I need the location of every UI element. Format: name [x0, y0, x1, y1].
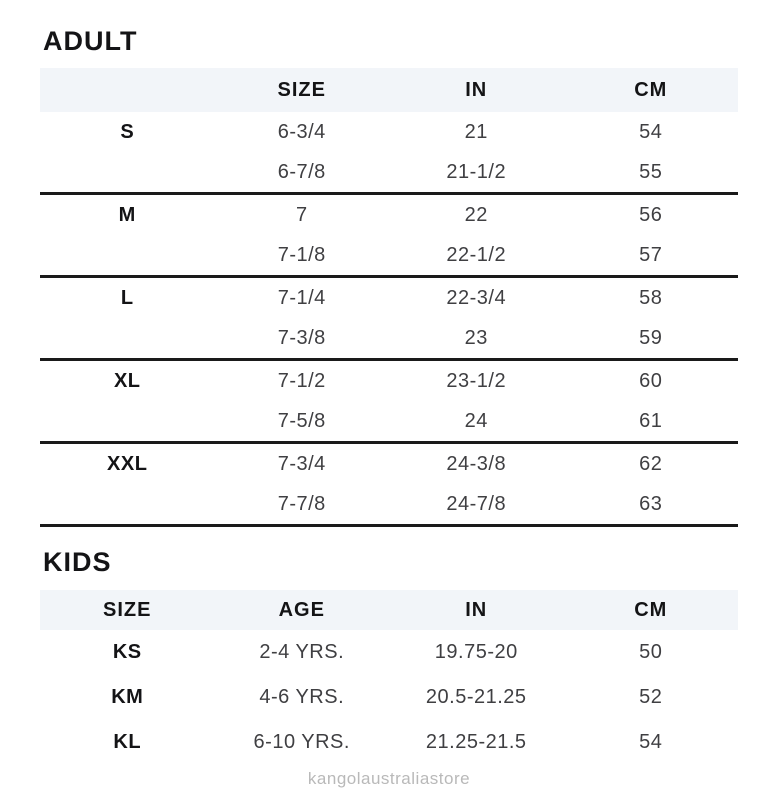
age-value-cell: 2-4 YRS. — [259, 641, 345, 663]
table-row — [40, 278, 738, 318]
table-row — [40, 318, 738, 361]
table-row — [40, 720, 738, 765]
table-row — [40, 630, 738, 675]
store-watermark: kangolaustraliastore — [307, 769, 471, 788]
kids-size-label: KM — [111, 686, 144, 708]
table-row — [40, 675, 738, 720]
adult-column-header-size: SIZE — [277, 78, 326, 101]
cm-value-cell: 59 — [639, 326, 663, 349]
in-value-cell: 22-3/4 — [446, 286, 507, 309]
kids-column-header-in: IN — [465, 598, 488, 621]
size-value-cell: 7-7/8 — [277, 492, 326, 515]
cm-value-cell: 58 — [639, 286, 663, 309]
cm-value-cell: 57 — [639, 243, 663, 266]
table-row — [40, 484, 738, 527]
table-row — [40, 152, 738, 195]
kids-column-header-size: SIZE — [103, 598, 152, 621]
kids-column-header-cm: CM — [634, 598, 668, 621]
in-value-cell: 21 — [464, 120, 488, 143]
kids-size-label: KL — [113, 731, 142, 753]
table-row — [40, 401, 738, 444]
cm-value-cell: 52 — [639, 686, 663, 708]
size-value-cell: 7 — [295, 203, 308, 226]
cm-value-cell: 60 — [639, 369, 663, 392]
adult-section-title: ADULT — [43, 26, 138, 56]
table-row — [40, 235, 738, 278]
age-value-cell: 4-6 YRS. — [259, 686, 345, 708]
cm-value-cell: 63 — [639, 492, 663, 515]
adult-header-row — [40, 68, 738, 112]
cm-value-cell: 50 — [639, 641, 663, 663]
table-row — [40, 361, 738, 401]
kids-size-table — [40, 590, 738, 765]
in-value-cell: 22 — [464, 203, 488, 226]
in-value-cell: 19.75-20 — [434, 641, 518, 663]
size-group-label: S — [120, 120, 135, 143]
cm-value-cell: 56 — [639, 203, 663, 226]
kids-column-header-age: AGE — [278, 598, 325, 621]
size-value-cell: 6-7/8 — [277, 160, 326, 183]
in-value-cell: 21.25-21.5 — [425, 731, 527, 753]
size-group-label: M — [118, 203, 136, 226]
adult-column-header-cm: CM — [634, 78, 668, 101]
size-group-label: XL — [113, 369, 141, 392]
adult-column-header-in: IN — [465, 78, 488, 101]
age-value-cell: 6-10 YRS. — [253, 731, 350, 753]
in-value-cell: 24-7/8 — [446, 492, 507, 515]
size-value-cell: 7-3/4 — [277, 452, 326, 475]
in-value-cell: 23-1/2 — [446, 369, 507, 392]
kids-section-title: KIDS — [43, 547, 112, 577]
cm-value-cell: 61 — [639, 409, 663, 432]
table-row — [40, 112, 738, 152]
in-value-cell: 22-1/2 — [446, 243, 507, 266]
in-value-cell: 20.5-21.25 — [425, 686, 527, 708]
table-row — [40, 195, 738, 235]
adult-size-table — [40, 68, 738, 527]
cm-value-cell: 55 — [639, 160, 663, 183]
in-value-cell: 24 — [464, 409, 488, 432]
cm-value-cell: 54 — [639, 120, 663, 143]
kids-header-row — [40, 590, 738, 630]
size-value-cell: 7-1/2 — [277, 369, 326, 392]
size-value-cell: 7-5/8 — [277, 409, 326, 432]
size-group-label: XXL — [107, 452, 148, 475]
in-value-cell: 23 — [464, 326, 488, 349]
size-group-label: L — [120, 286, 134, 309]
in-value-cell: 21-1/2 — [446, 160, 507, 183]
cm-value-cell: 62 — [639, 452, 663, 475]
size-value-cell: 7-1/8 — [277, 243, 326, 266]
cm-value-cell: 54 — [639, 731, 663, 753]
table-row — [40, 444, 738, 484]
kids-size-label: KS — [112, 641, 142, 663]
size-value-cell: 6-3/4 — [277, 120, 326, 143]
size-value-cell: 7-1/4 — [277, 286, 326, 309]
size-value-cell: 7-3/8 — [277, 326, 326, 349]
in-value-cell: 24-3/8 — [446, 452, 507, 475]
